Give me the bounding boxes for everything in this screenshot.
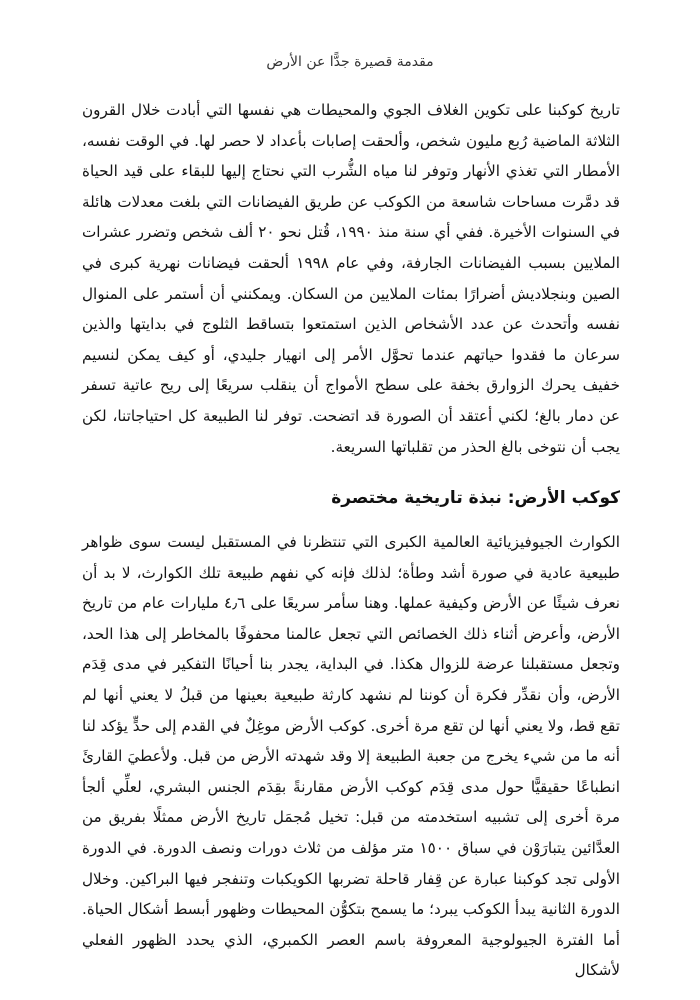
body-paragraph-2: الكوارث الجيوفيزيائية العالمية الكبرى التي تنتظرنا في المستقبل ليست سوى ظواهر طبيعية عادية في صورة أشد وطأة؛ لذلك فإنه كي نفهم طبيعة تلك الكوارث، لا بد أن نعرف شيئًا عن الأرض وكيفية عملها. وهنا سأمر سريعًا على ٤٫٦ مليارات عام من تاريخ الأرض، وأعرض أثناء ذلك الخصائص التي تجعل عالمنا محفوفًا بالمخاطر إلى هذا الحد، وتجعل مستقبلنا عرضة للزوال هكذا. في البداية، يجدر بنا أحيانًا التفكير في مدى قِدَم الأرض، وأن نقدِّر فكرة أن كوننا لم نشهد كارثة طبيعية بعينها من قبلُ لا يعني أنها لم تقع قط، ولا يعني أنها لن تقع مرة أخرى. كوكب الأرض موغِلٌ في القدم إلى حدٍّ يؤكد لنا أنه ما من شيء يخرج من جعبة الطبيعة إلا وقد شهدته الأرض من قبل. ولأعطيَ القارئَ انطباعًا حقيقيًّا حول مدى قِدَم كوكب الأرض مقارنةً بقِدَم الجنس البشري، لعلِّي ألجأ مرة أخرى إلى تشبيه استخدمته من قبل: تخيل مُجمَل تاريخ الأرض ممثلًا بفريق من العدَّائين يتبارَوْن في سباق ١٥٠٠ متر مؤلف من ثلاث دورات ونصف الدورة. في الدورة الأولى تجد كوكبنا عبارة عن قِفار قاحلة تضربها الكويكبات وتنفجر فيها البراكين. وخلال الدورة الثانية يبدأ الكوكب يبرد؛ ما يسمح بتكوُّن المحيطات وظهور أبسط أشكال الحياة. أما الفترة الجيولوجية المعروفة باسم العصر الكمبري، الذي يحدد الظهور الفعلي لأشكال xyxy=(82,533,620,980)
running-header-title: مقدمة قصيرة جدًّا عن الأرض xyxy=(266,54,434,70)
body-paragraph-1: تاريخ كوكبنا على تكوين الغلاف الجوي والمحيطات هي نفسها التي أبادت خلال القرون الثلاثة الماضية رُبع مليون شخص، وألحقت إصابات بأعداد لا حصر لها. في الوقت نفسه، الأمطار التي تغذي الأنهار وتوفر لنا مياه الشُّرب التي نحتاج إليها للبقاء على قيد الحياة قد دمَّرت مساحات شاسعة من الكوكب عن طريق الفيضانات التي بلغت معدلات هائلة في السنوات الأخيرة. ففي أي سنة منذ ١٩٩٠، قُتل نحو ٢٠ ألف شخص وتضرر عشرات الملايين بسبب الفيضانات الجارفة، وفي عام ١٩٩٨ ألحقت فيضانات نهرية كبرى في الصين وبنجلاديش أضرارًا بمئات الملايين من السكان. ويمكنني أن أستمر على المنوال نفسه وأتحدث عن عدد الأشخاص الذين استمتعوا بتساقط الثلوج في بدايتها والذين سرعان ما فقدوا حياتهم عندما تحوَّل الأمر إلى انهيار جليدي، أو كيف يمكن لنسيم خفيف يحرك الزوارق بخفة على سطح الأمواج أن ينقلب سريعًا إلى ريح عاتية تسفر عن دمار بالغ؛ لكني أعتقد أن الصورة قد اتضحت. توفر لنا الطبيعة كل احتياجاتنا، لكن يجب أن نتوخى بالغ الحذر من تقلباتها السريعة. xyxy=(82,101,621,456)
section-heading: كوكب الأرض: نبذة تاريخية مختصرة xyxy=(331,488,620,508)
